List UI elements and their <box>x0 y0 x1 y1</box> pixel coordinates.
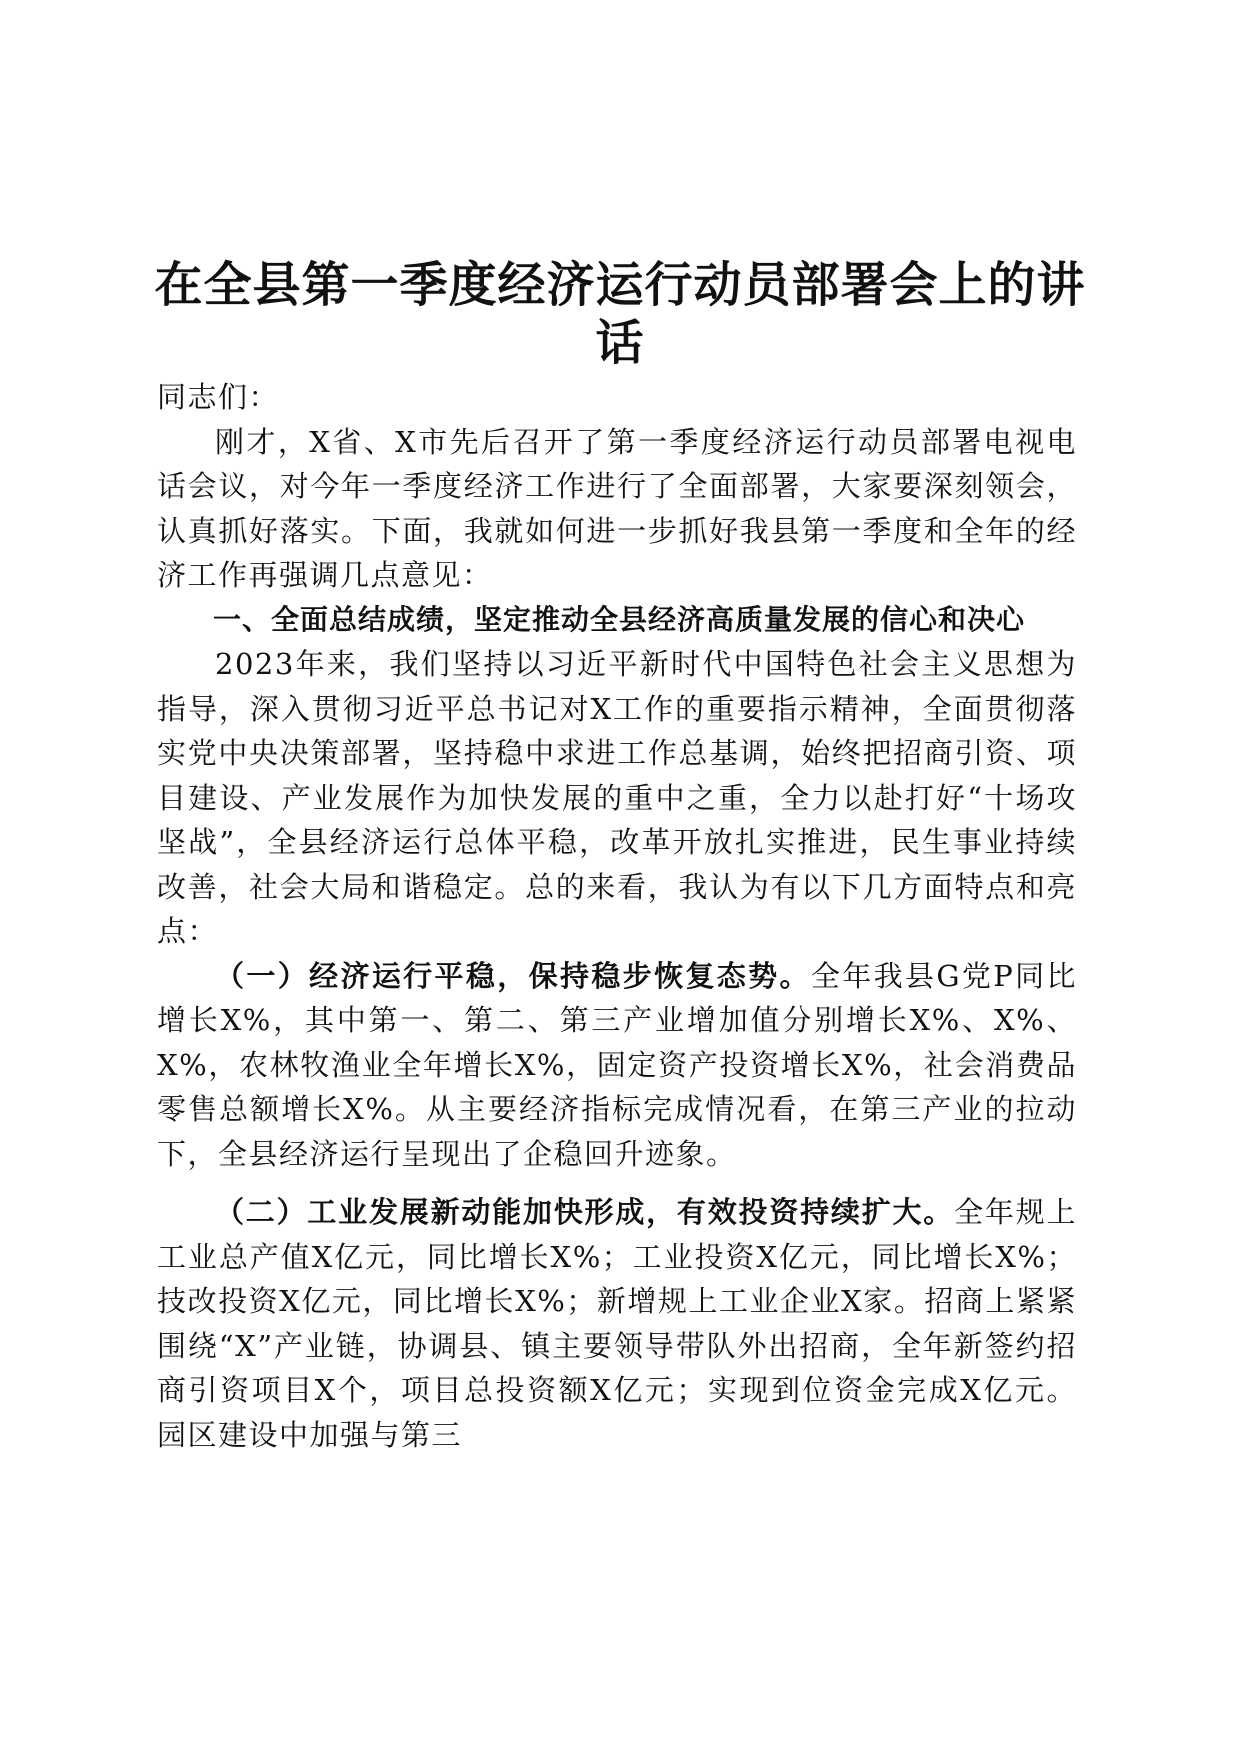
point-2-heading: （二）工业发展新动能加快形成，有效投资持续扩大。 <box>215 1195 955 1229</box>
document-body <box>157 375 1077 1457</box>
document-title: 在全县第一季度经济运行动员部署会上的讲话 <box>154 257 1086 371</box>
point-1-paragraph <box>157 954 1077 1177</box>
section-heading-1: 一、全面总结成绩，坚定推动全县经济高质量发展的信心和决心 <box>213 602 1026 636</box>
point-1-text: 全年我县G党P同比增长X%，其中第一、第二、第三产业增加值分别增长X%、X%、X%，农林牧渔业全年增长X%，固定资产投资增长X%，社会消费品零售总额增长X%。从主要经济指标完成情况看，在第三产业的拉动下，全县经济运行呈现出了企稳回升迹象。 <box>157 958 1077 1171</box>
point-2-text: 全年规上工业总产值X亿元，同比增长X%；工业投资X亿元，同比增长X%；技改投资X亿元，同比增长X%；新增规上工业企业X家。招商上紧紧围绕“X”产业链，协调县、镇主要领导带队外出招商，全年新签约招商引资项目X个，项目总投资额X亿元；实现到位资金完成X亿元。园区建设中加强与第三 <box>157 1195 1077 1452</box>
point-2-paragraph <box>157 1190 1077 1457</box>
salutation: 同志们： <box>157 380 280 414</box>
paragraph-gap <box>157 1176 1077 1190</box>
section-1-paragraph: 2023年来，我们坚持以习近平新时代中国特色社会主义思想为指导，深入贯彻习近平总书记对X工作的重要指示精神，全面贯彻落实党中央决策部署，坚持稳中求进工作总基调，始终把招商引资、项目建设、产业发展作为加快发展的重中之重，全力以赴打好“十场攻坚战”，全县经济运行总体平稳，改革开放扎实推进，民生事业持续改善，社会大局和谐稳定。总的来看，我认为有以下几方面特点和亮点： <box>157 647 1077 948</box>
point-1-heading: （一）经济运行平稳，保持稳步恢复态势。 <box>215 958 811 993</box>
intro-paragraph: 刚才，X省、X市先后召开了第一季度经济运行动员部署电视电话会议，对今年一季度经济工作进行了全面部署，大家要深刻领会，认真抓好落实。下面，我就如何进一步抓好我县第一季度和全年的经济工作再强调几点意见： <box>157 424 1077 592</box>
